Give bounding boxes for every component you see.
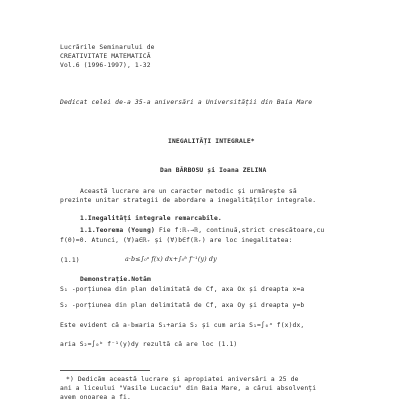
intro-line-1: Această lucrare are un caracter metodic și urmărește să (80, 188, 297, 195)
header-line-2: CREATIVITATE MATEMATICĂ (60, 53, 151, 60)
proof-line-3: Este evident că a·b≤aria S₁+aria S₂ și cum aria S₁=∫₀ᵃ f(x)dx, (60, 322, 305, 329)
paper-authors: Dan BĂRBOSU și Ioana ZELINA (160, 167, 267, 174)
young-inequality-equation: a·b≤∫₀ᵃ f(x) dx+∫₀ᵇ f⁻¹(y) dy (125, 256, 217, 263)
proof-label: Demonstrație.Notăm (80, 276, 151, 283)
footnote-line-1: *) Dedicăm această lucrare și apropiatei aniversări a 25 de (66, 376, 299, 383)
proof-line-1: S₁ -porțiunea din plan delimitată de Cf, axa Ox și dreapta x=a (60, 286, 305, 293)
dedication: Dedicat celei de-a 35-a aniversări a Universității din Baia Mare (60, 99, 313, 106)
header-line-1: Lucrările Seminarului de (60, 44, 155, 51)
theorem-line-1 (80, 227, 324, 235)
theorem-text-1: Fie f:ℝ₊→ℝ, continuă,strict crescătoare,cu (154, 227, 325, 234)
section-heading: 1.Inegalități integrale remarcabile. (80, 215, 222, 222)
intro-line-2: prezinte unitar strategii de abordare a inegalităților integrale. (60, 197, 317, 204)
theorem-line-2: f(0)=0. Atunci, (∀)a∈ℝ₊ și (∀)b∈f(ℝ₊) are loc inegalitatea: (60, 237, 293, 244)
proof-line-4: aria S₂=∫₀ᵇ f⁻¹(y)dy rezultă că are loc (1.1) (60, 341, 238, 348)
footnote-line-2: ani a liceului "Vasile Lucaciu" din Baia Mare, a cărui absolvenți (60, 385, 317, 392)
footnote-line-3: avem onoarea a fi. (60, 394, 131, 401)
header-line-3: Vol.6 (1996-1997), 1-32 (60, 62, 151, 69)
equation-number: (1.1) (60, 257, 80, 264)
footnote-divider (60, 370, 150, 371)
theorem-label: 1.1.Teorema (Young) (80, 227, 155, 234)
paper-title: INEGALITĂȚI INTEGRALE* (168, 138, 255, 145)
proof-line-2: S₂ -porțiunea din plan delimitată de Cf, axa Oy și dreapta y=b (60, 302, 305, 309)
